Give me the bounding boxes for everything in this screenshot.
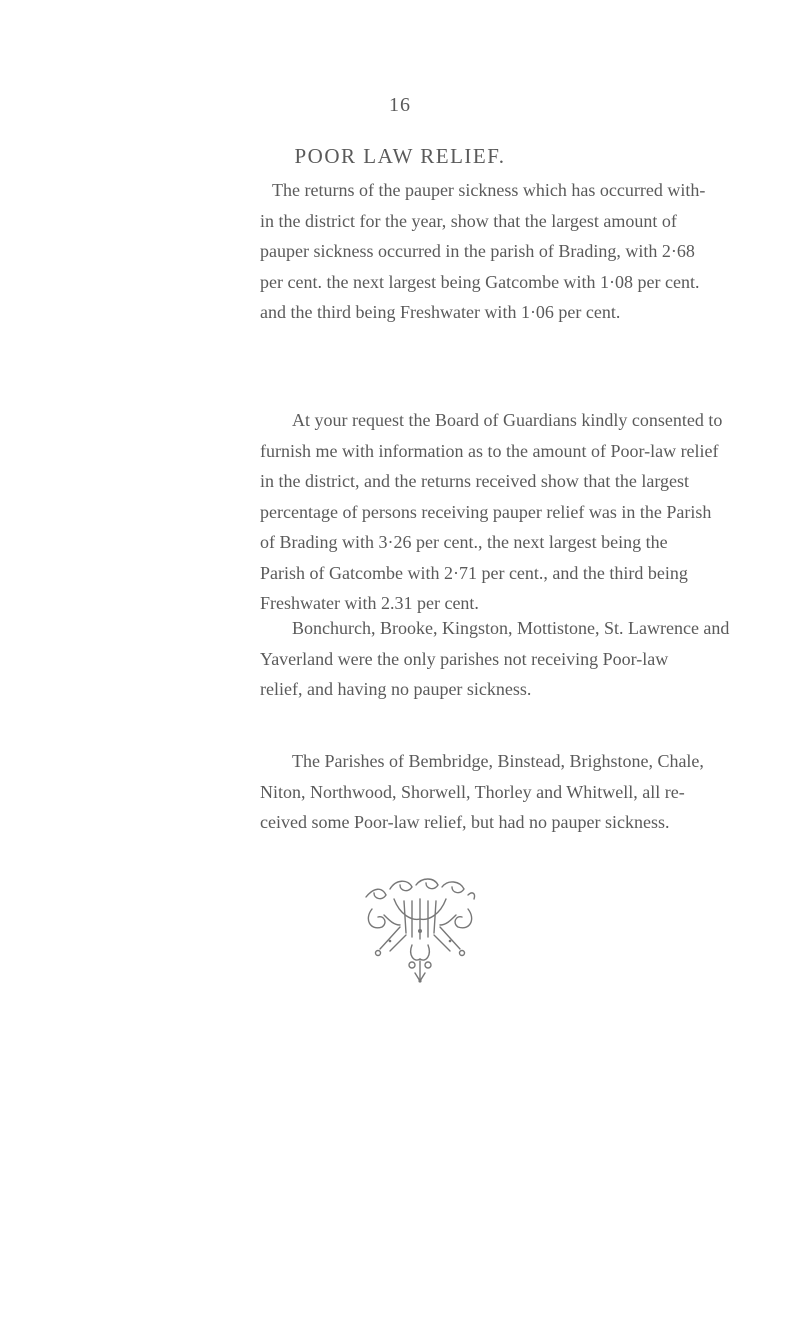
text-line: Niton, Northwood, Shorwell, Thorley and Whitwell, all re- bbox=[260, 781, 685, 802]
text-line: Parish of Gatcombe with 2·71 per cent., and the third being bbox=[260, 562, 688, 583]
paragraph-parishes-without-relief bbox=[260, 613, 730, 705]
text-line: of Brading with 3·26 per cent., the next largest being the bbox=[260, 532, 668, 552]
text-line: pauper sickness occurred in the parish of Brading, with 2·68 bbox=[260, 241, 695, 261]
paragraph-poor-law-relief bbox=[260, 405, 723, 619]
decorative-tailpiece-ornament bbox=[360, 875, 480, 1005]
text-line: and the third being Freshwater with 1·06 per cent. bbox=[260, 302, 621, 322]
text-line: ceived some Poor-law relief, but had no pauper sickness. bbox=[260, 812, 670, 832]
section-heading: POOR LAW RELIEF. bbox=[294, 144, 506, 168]
text-line: in the district, and the returns received show that the largest bbox=[260, 471, 690, 491]
text-line: Freshwater with 2.31 per cent. bbox=[260, 593, 479, 613]
text-line: The returns of the pauper sickness which has occurred with- bbox=[272, 180, 706, 200]
text-line: percentage of persons receiving pauper relief was in the Parish bbox=[260, 501, 712, 522]
paragraph-parishes-with-relief bbox=[260, 746, 704, 838]
text-line: The Parishes of Bembridge, Binstead, Brighstone, Chale, bbox=[292, 751, 704, 771]
text-line: furnish me with information as to the amount of Poor-law relief bbox=[260, 440, 719, 461]
text-line: Bonchurch, Brooke, Kingston, Mottistone, St. Lawrence and bbox=[292, 618, 730, 638]
text-line: relief, and having no pauper sickness. bbox=[260, 679, 532, 699]
text-line: in the district for the year, show that the largest amount of bbox=[260, 210, 677, 231]
text-line: per cent. the next largest being Gatcombe with 1·08 per cent. bbox=[260, 271, 700, 292]
text-line: At your request the Board of Guardians kindly consented to bbox=[292, 410, 723, 430]
text-line: Yaverland were the only parishes not receiving Poor-law bbox=[260, 648, 669, 669]
page-number: 16 bbox=[389, 94, 411, 116]
paragraph-pauper-sickness bbox=[260, 175, 706, 328]
